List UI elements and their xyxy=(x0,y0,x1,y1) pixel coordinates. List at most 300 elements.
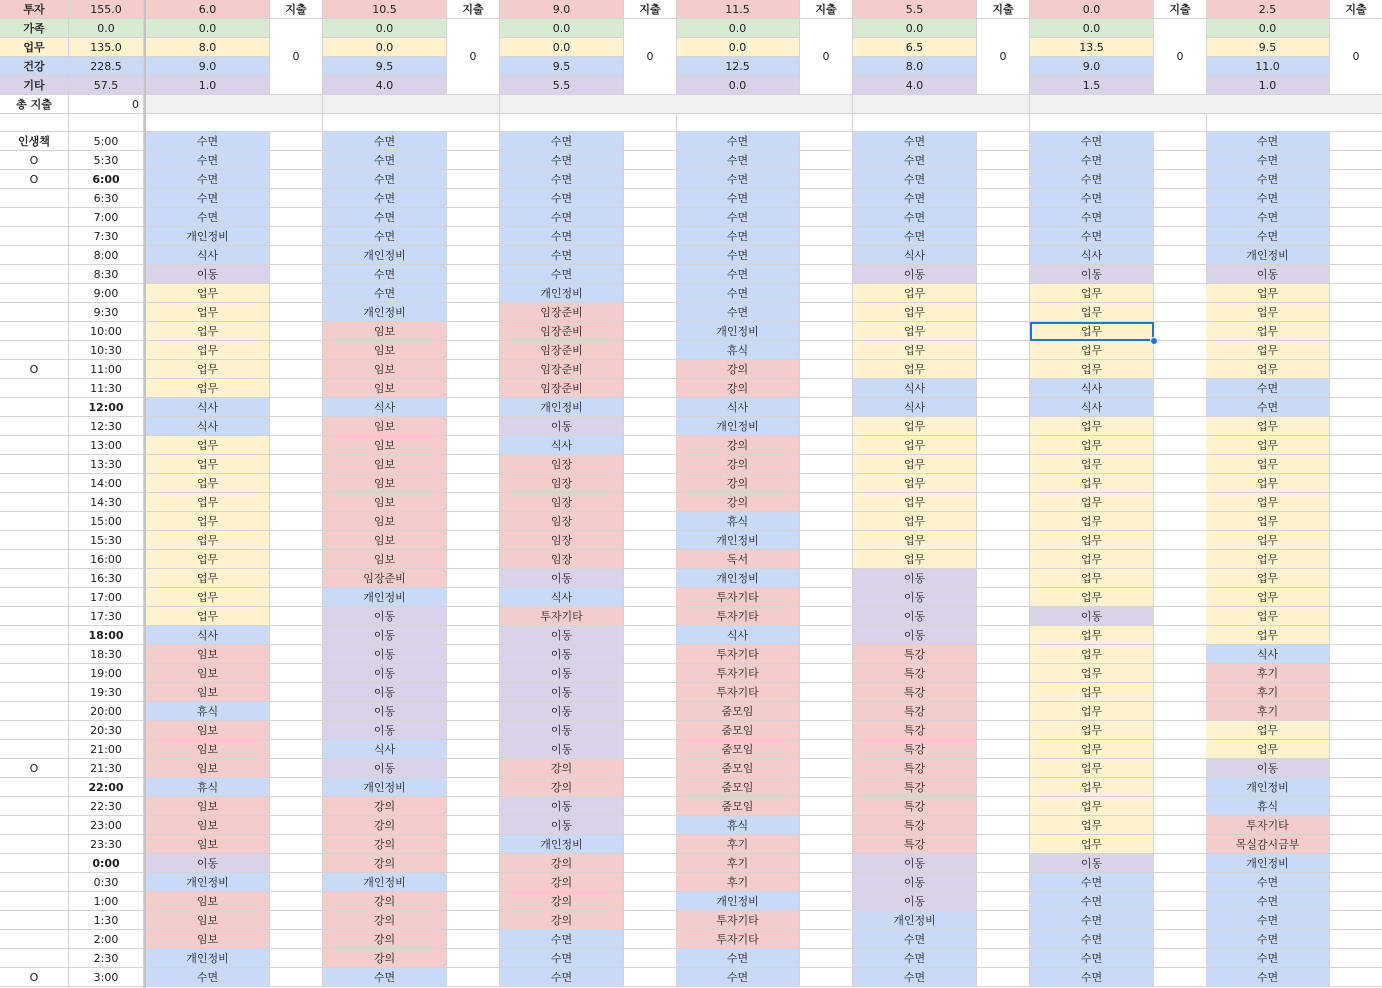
expense-cell[interactable] xyxy=(270,607,323,626)
expense-cell[interactable] xyxy=(270,455,323,474)
expense-cell[interactable] xyxy=(1154,550,1207,569)
expense-cell[interactable] xyxy=(624,740,677,759)
activity-cell[interactable]: 수면 xyxy=(853,151,977,170)
blank-cell[interactable] xyxy=(676,95,853,114)
expense-cell[interactable] xyxy=(977,816,1030,835)
expense-cell[interactable] xyxy=(270,550,323,569)
activity-cell[interactable]: 임보 xyxy=(323,531,447,550)
expense-cell[interactable] xyxy=(1330,721,1382,740)
expense-cell[interactable] xyxy=(447,892,500,911)
activity-cell[interactable]: 수면 xyxy=(676,284,800,303)
expense-cell[interactable] xyxy=(1330,493,1382,512)
expense-cell[interactable] xyxy=(800,265,853,284)
activity-cell[interactable]: 후기 xyxy=(676,873,800,892)
expense-cell[interactable] xyxy=(624,512,677,531)
expense-cell[interactable] xyxy=(447,550,500,569)
activity-cell[interactable]: 업무 xyxy=(146,607,270,626)
activity-cell[interactable]: 휴식 xyxy=(146,778,270,797)
activity-cell[interactable]: 업무 xyxy=(146,322,270,341)
expense-cell[interactable] xyxy=(977,455,1030,474)
expense-cell[interactable] xyxy=(800,170,853,189)
activity-cell[interactable]: 개인정비 xyxy=(1206,246,1330,265)
day-category-value[interactable]: 4.0 xyxy=(853,76,977,95)
expense-cell[interactable] xyxy=(800,645,853,664)
check-mark[interactable]: O xyxy=(0,360,69,379)
activity-cell[interactable]: 이동 xyxy=(500,626,624,645)
expense-cell[interactable] xyxy=(447,474,500,493)
expense-cell[interactable] xyxy=(1154,778,1207,797)
expense-cell[interactable] xyxy=(624,854,677,873)
activity-cell[interactable]: 업무 xyxy=(1206,455,1330,474)
expense-cell[interactable] xyxy=(270,854,323,873)
expense-cell[interactable] xyxy=(447,398,500,417)
activity-cell[interactable]: 임장 xyxy=(500,512,624,531)
expense-cell[interactable] xyxy=(447,835,500,854)
expense-cell[interactable] xyxy=(1330,284,1382,303)
activity-cell[interactable]: 식사 xyxy=(500,588,624,607)
activity-cell[interactable]: 휴식 xyxy=(146,702,270,721)
activity-cell[interactable]: 임보 xyxy=(323,322,447,341)
expense-cell[interactable] xyxy=(1154,740,1207,759)
activity-cell[interactable]: 수면 xyxy=(500,208,624,227)
activity-cell[interactable]: 이동 xyxy=(323,607,447,626)
activity-cell[interactable]: 업무 xyxy=(146,531,270,550)
expense-cell[interactable] xyxy=(624,417,677,436)
expense-cell[interactable] xyxy=(1154,626,1207,645)
blank-cell[interactable] xyxy=(0,740,69,759)
expense-cell[interactable] xyxy=(447,417,500,436)
expense-header[interactable]: 지출 xyxy=(800,0,853,19)
expense-cell[interactable] xyxy=(624,702,677,721)
expense-cell[interactable] xyxy=(447,702,500,721)
expense-cell[interactable] xyxy=(1154,170,1207,189)
blank-cell[interactable] xyxy=(146,114,323,132)
activity-cell[interactable]: 수면 xyxy=(500,265,624,284)
expense-cell[interactable] xyxy=(800,246,853,265)
expense-cell[interactable] xyxy=(624,227,677,246)
expense-cell[interactable] xyxy=(1330,436,1382,455)
activity-cell[interactable]: 업무 xyxy=(1206,474,1330,493)
activity-cell[interactable]: 업무 xyxy=(1030,778,1154,797)
activity-cell[interactable]: 투자기타 xyxy=(676,683,800,702)
expense-cell[interactable] xyxy=(800,968,853,987)
expense-cell[interactable] xyxy=(270,873,323,892)
expense-cell[interactable] xyxy=(624,778,677,797)
expense-cell[interactable] xyxy=(1330,189,1382,208)
day-category-value[interactable]: 1.5 xyxy=(1030,76,1154,95)
blank-cell[interactable] xyxy=(0,265,69,284)
expense-cell[interactable] xyxy=(1330,474,1382,493)
activity-cell[interactable]: 개인정비 xyxy=(676,531,800,550)
activity-cell[interactable]: 업무 xyxy=(146,550,270,569)
activity-cell[interactable]: 수면 xyxy=(1206,379,1330,398)
blank-cell[interactable] xyxy=(1206,114,1382,132)
activity-cell[interactable]: 이동 xyxy=(853,892,977,911)
expense-cell[interactable] xyxy=(447,265,500,284)
expense-cell[interactable] xyxy=(977,531,1030,550)
expense-cell[interactable] xyxy=(1330,759,1382,778)
expense-cell[interactable] xyxy=(270,132,323,151)
expense-cell[interactable] xyxy=(800,740,853,759)
expense-cell[interactable] xyxy=(447,379,500,398)
expense-cell[interactable] xyxy=(447,170,500,189)
check-mark[interactable]: O xyxy=(0,151,69,170)
activity-cell[interactable]: 수면 xyxy=(323,170,447,189)
blank-cell[interactable] xyxy=(1030,95,1207,114)
expense-cell[interactable] xyxy=(624,911,677,930)
day-category-value[interactable]: 0.0 xyxy=(1206,19,1330,38)
activity-cell[interactable]: 강의 xyxy=(323,854,447,873)
activity-cell[interactable]: 투자기타 xyxy=(676,645,800,664)
expense-cell[interactable] xyxy=(270,360,323,379)
expense-cell[interactable] xyxy=(1154,911,1207,930)
blank-cell[interactable] xyxy=(0,892,69,911)
activity-cell[interactable]: 임보 xyxy=(146,664,270,683)
activity-cell[interactable]: 업무 xyxy=(1030,664,1154,683)
activity-cell[interactable]: 업무 xyxy=(146,360,270,379)
activity-cell[interactable]: 이동 xyxy=(1030,607,1154,626)
activity-cell[interactable]: 업무 xyxy=(1030,797,1154,816)
day-category-value[interactable]: 11.5 xyxy=(676,0,800,19)
expense-cell[interactable] xyxy=(270,265,323,284)
activity-cell[interactable]: 수면 xyxy=(1030,189,1154,208)
activity-cell[interactable]: 업무 xyxy=(146,569,270,588)
expense-value[interactable]: 0 xyxy=(800,19,853,95)
day-category-value[interactable]: 6.0 xyxy=(146,0,270,19)
expense-cell[interactable] xyxy=(1154,531,1207,550)
activity-cell[interactable]: 수면 xyxy=(1030,151,1154,170)
expense-cell[interactable] xyxy=(447,246,500,265)
blank-cell[interactable] xyxy=(0,569,69,588)
activity-cell[interactable]: 이동 xyxy=(500,569,624,588)
expense-cell[interactable] xyxy=(624,208,677,227)
expense-cell[interactable] xyxy=(270,816,323,835)
expense-cell[interactable] xyxy=(977,512,1030,531)
activity-cell[interactable]: 수면 xyxy=(853,930,977,949)
expense-cell[interactable] xyxy=(977,360,1030,379)
activity-cell[interactable]: 후기 xyxy=(676,854,800,873)
expense-cell[interactable] xyxy=(1154,588,1207,607)
activity-cell[interactable]: 식사 xyxy=(853,398,977,417)
expense-cell[interactable] xyxy=(1154,816,1207,835)
expense-cell[interactable] xyxy=(624,151,677,170)
expense-cell[interactable] xyxy=(270,436,323,455)
category-total[interactable]: 0.0 xyxy=(69,19,144,38)
activity-cell[interactable]: 업무 xyxy=(853,474,977,493)
activity-cell[interactable]: 이동 xyxy=(146,854,270,873)
day-category-value[interactable]: 9.5 xyxy=(500,57,624,76)
activity-cell[interactable]: 특강 xyxy=(853,664,977,683)
blank-cell[interactable] xyxy=(0,721,69,740)
expense-value[interactable]: 0 xyxy=(1154,19,1207,95)
activity-cell[interactable]: 이동 xyxy=(500,702,624,721)
expense-cell[interactable] xyxy=(447,816,500,835)
blank-cell[interactable] xyxy=(0,797,69,816)
activity-cell[interactable]: 강의 xyxy=(500,892,624,911)
activity-cell[interactable]: 임보 xyxy=(323,436,447,455)
activity-cell[interactable]: 줌모임 xyxy=(676,759,800,778)
activity-cell[interactable]: 식사 xyxy=(1206,645,1330,664)
activity-cell[interactable]: 개인정비 xyxy=(676,892,800,911)
activity-cell[interactable]: 수면 xyxy=(500,246,624,265)
activity-cell[interactable]: 업무 xyxy=(853,550,977,569)
blank-cell[interactable] xyxy=(0,683,69,702)
expense-cell[interactable] xyxy=(1154,854,1207,873)
activity-cell[interactable]: 업무 xyxy=(1030,569,1154,588)
expense-cell[interactable] xyxy=(1154,474,1207,493)
blank-cell[interactable] xyxy=(500,114,677,132)
expense-cell[interactable] xyxy=(270,797,323,816)
activity-cell[interactable]: 강의 xyxy=(500,911,624,930)
expense-cell[interactable] xyxy=(800,227,853,246)
expense-cell[interactable] xyxy=(977,493,1030,512)
expense-cell[interactable] xyxy=(800,778,853,797)
activity-cell[interactable]: 업무 xyxy=(1206,493,1330,512)
activity-cell[interactable]: 업무 xyxy=(1030,550,1154,569)
expense-cell[interactable] xyxy=(1330,588,1382,607)
expense-cell[interactable] xyxy=(800,436,853,455)
expense-cell[interactable] xyxy=(624,379,677,398)
activity-cell[interactable]: 업무 xyxy=(1206,588,1330,607)
blank-cell[interactable] xyxy=(69,114,144,132)
expense-cell[interactable] xyxy=(800,835,853,854)
activity-cell[interactable]: 업무 xyxy=(1206,322,1330,341)
activity-cell[interactable]: 업무 xyxy=(1206,512,1330,531)
expense-cell[interactable] xyxy=(1154,607,1207,626)
expense-cell[interactable] xyxy=(624,284,677,303)
blank-cell[interactable] xyxy=(0,607,69,626)
expense-cell[interactable] xyxy=(1154,379,1207,398)
expense-cell[interactable] xyxy=(1330,683,1382,702)
expense-cell[interactable] xyxy=(447,949,500,968)
activity-cell[interactable]: 업무 xyxy=(853,341,977,360)
expense-cell[interactable] xyxy=(1330,227,1382,246)
expense-cell[interactable] xyxy=(1154,721,1207,740)
activity-cell[interactable]: 식사 xyxy=(1030,379,1154,398)
activity-cell[interactable]: 업무 xyxy=(1030,721,1154,740)
expense-cell[interactable] xyxy=(1154,151,1207,170)
activity-cell[interactable]: 식사 xyxy=(323,398,447,417)
activity-cell[interactable]: 특강 xyxy=(853,816,977,835)
activity-cell[interactable]: 특강 xyxy=(853,645,977,664)
activity-cell[interactable]: 개인정비 xyxy=(1206,854,1330,873)
expense-cell[interactable] xyxy=(447,132,500,151)
activity-cell[interactable]: 수면 xyxy=(1030,873,1154,892)
activity-cell[interactable]: 임장준비 xyxy=(323,569,447,588)
expense-cell[interactable] xyxy=(977,436,1030,455)
activity-cell[interactable]: 수면 xyxy=(1206,968,1330,987)
expense-cell[interactable] xyxy=(1154,265,1207,284)
activity-cell[interactable]: 임보 xyxy=(323,360,447,379)
activity-cell[interactable]: 업무 xyxy=(1206,303,1330,322)
expense-cell[interactable] xyxy=(800,284,853,303)
activity-cell[interactable]: 수면 xyxy=(323,151,447,170)
activity-cell[interactable]: 이동 xyxy=(500,664,624,683)
expense-cell[interactable] xyxy=(1154,797,1207,816)
activity-cell[interactable]: 임장 xyxy=(500,531,624,550)
expense-cell[interactable] xyxy=(1154,892,1207,911)
activity-cell[interactable]: 업무 xyxy=(853,303,977,322)
activity-cell[interactable]: 업무 xyxy=(146,512,270,531)
activity-cell[interactable]: 수면 xyxy=(676,227,800,246)
activity-cell[interactable]: 업무 xyxy=(1206,569,1330,588)
expense-cell[interactable] xyxy=(800,949,853,968)
activity-cell[interactable]: 수면 xyxy=(146,189,270,208)
day-category-value[interactable]: 11.0 xyxy=(1206,57,1330,76)
expense-cell[interactable] xyxy=(624,303,677,322)
expense-cell[interactable] xyxy=(1154,322,1207,341)
expense-cell[interactable] xyxy=(800,379,853,398)
expense-cell[interactable] xyxy=(1330,132,1382,151)
expense-header[interactable]: 지출 xyxy=(447,0,500,19)
activity-cell[interactable]: 휴식 xyxy=(676,341,800,360)
activity-cell[interactable]: 이동 xyxy=(500,797,624,816)
blank-cell[interactable] xyxy=(0,949,69,968)
expense-cell[interactable] xyxy=(624,436,677,455)
activity-cell[interactable]: 수면 xyxy=(676,246,800,265)
expense-cell[interactable] xyxy=(1154,284,1207,303)
activity-cell[interactable]: 이동 xyxy=(853,588,977,607)
activity-cell[interactable]: 개인정비 xyxy=(323,246,447,265)
blank-cell[interactable] xyxy=(0,531,69,550)
activity-cell[interactable]: 강의 xyxy=(676,379,800,398)
blank-cell[interactable] xyxy=(0,702,69,721)
fill-handle[interactable] xyxy=(1150,337,1158,345)
activity-cell[interactable]: 수면 xyxy=(676,170,800,189)
activity-cell[interactable]: 업무 xyxy=(1030,835,1154,854)
activity-cell[interactable]: 이동 xyxy=(853,873,977,892)
day-category-value[interactable]: 9.5 xyxy=(323,57,447,76)
expense-cell[interactable] xyxy=(977,303,1030,322)
expense-cell[interactable] xyxy=(800,588,853,607)
activity-cell[interactable]: 수면 xyxy=(323,132,447,151)
activity-cell[interactable]: 업무 xyxy=(1030,284,1154,303)
expense-cell[interactable] xyxy=(977,835,1030,854)
activity-cell[interactable]: 임보 xyxy=(146,759,270,778)
blank-cell[interactable] xyxy=(0,398,69,417)
activity-cell[interactable]: 수면 xyxy=(676,151,800,170)
expense-cell[interactable] xyxy=(1154,436,1207,455)
total-expense-label[interactable]: 총 지출 xyxy=(0,95,69,114)
expense-cell[interactable] xyxy=(1330,170,1382,189)
activity-cell[interactable]: 식사 xyxy=(323,740,447,759)
day-category-value[interactable]: 1.0 xyxy=(1206,76,1330,95)
activity-cell[interactable]: 수면 xyxy=(323,227,447,246)
expense-cell[interactable] xyxy=(1330,512,1382,531)
day-category-value[interactable]: 10.5 xyxy=(323,0,447,19)
activity-cell[interactable]: 이동 xyxy=(323,721,447,740)
expense-cell[interactable] xyxy=(977,474,1030,493)
expense-cell[interactable] xyxy=(977,873,1030,892)
expense-cell[interactable] xyxy=(1154,398,1207,417)
expense-cell[interactable] xyxy=(800,531,853,550)
activity-cell[interactable]: 업무 xyxy=(853,512,977,531)
expense-cell[interactable] xyxy=(1330,911,1382,930)
activity-cell[interactable]: 임보 xyxy=(146,911,270,930)
activity-cell[interactable]: 수면 xyxy=(146,170,270,189)
expense-cell[interactable] xyxy=(1154,360,1207,379)
activity-cell[interactable]: 수면 xyxy=(323,968,447,987)
activity-cell[interactable]: 이동 xyxy=(853,854,977,873)
category-label[interactable]: 기타 xyxy=(0,76,69,95)
expense-cell[interactable] xyxy=(1330,702,1382,721)
activity-cell[interactable]: 업무 xyxy=(146,379,270,398)
activity-cell[interactable]: 수면 xyxy=(500,189,624,208)
activity-cell[interactable]: 이동 xyxy=(323,664,447,683)
expense-cell[interactable] xyxy=(447,911,500,930)
activity-cell[interactable]: 업무 xyxy=(146,474,270,493)
activity-cell[interactable]: 이동 xyxy=(323,645,447,664)
expense-cell[interactable] xyxy=(447,664,500,683)
expense-cell[interactable] xyxy=(1154,645,1207,664)
expense-cell[interactable] xyxy=(270,170,323,189)
expense-cell[interactable] xyxy=(270,664,323,683)
activity-cell[interactable]: 수면 xyxy=(1206,132,1330,151)
expense-cell[interactable] xyxy=(624,626,677,645)
activity-cell[interactable]: 수면 xyxy=(323,284,447,303)
activity-cell[interactable]: 강의 xyxy=(323,949,447,968)
expense-cell[interactable] xyxy=(270,626,323,645)
activity-cell[interactable]: 투자기타 xyxy=(676,607,800,626)
expense-cell[interactable] xyxy=(270,189,323,208)
activity-cell[interactable]: 임보 xyxy=(146,683,270,702)
expense-cell[interactable] xyxy=(1154,683,1207,702)
category-total[interactable]: 57.5 xyxy=(69,76,144,95)
expense-cell[interactable] xyxy=(447,360,500,379)
expense-cell[interactable] xyxy=(977,683,1030,702)
expense-cell[interactable] xyxy=(800,664,853,683)
blank-cell[interactable] xyxy=(853,95,1030,114)
activity-cell[interactable]: 강의 xyxy=(500,873,624,892)
expense-cell[interactable] xyxy=(800,759,853,778)
activity-cell[interactable]: 특강 xyxy=(853,778,977,797)
expense-cell[interactable] xyxy=(977,797,1030,816)
activity-cell[interactable]: 임보 xyxy=(146,797,270,816)
activity-cell[interactable]: 업무 xyxy=(1206,360,1330,379)
expense-cell[interactable] xyxy=(1330,626,1382,645)
blank-cell[interactable] xyxy=(500,95,677,114)
day-category-value[interactable]: 5.5 xyxy=(853,0,977,19)
activity-cell[interactable]: 업무 xyxy=(146,436,270,455)
activity-cell[interactable]: 수면 xyxy=(1206,873,1330,892)
activity-cell[interactable]: 특강 xyxy=(853,702,977,721)
expense-cell[interactable] xyxy=(977,968,1030,987)
expense-cell[interactable] xyxy=(1330,854,1382,873)
blank-cell[interactable] xyxy=(323,114,500,132)
activity-cell[interactable]: 이동 xyxy=(500,816,624,835)
activity-cell[interactable]: 이동 xyxy=(1206,759,1330,778)
activity-cell[interactable]: 임보 xyxy=(146,721,270,740)
expense-cell[interactable] xyxy=(270,683,323,702)
activity-cell[interactable]: 수면 xyxy=(1206,189,1330,208)
activity-cell[interactable]: 투자기타 xyxy=(676,911,800,930)
activity-cell[interactable]: 이동 xyxy=(146,265,270,284)
activity-cell[interactable]: 식사 xyxy=(146,626,270,645)
activity-cell[interactable]: 수면 xyxy=(500,930,624,949)
day-category-value[interactable]: 0.0 xyxy=(500,38,624,57)
expense-cell[interactable] xyxy=(447,797,500,816)
activity-cell[interactable]: 수면 xyxy=(676,208,800,227)
activity-cell[interactable]: 수면 xyxy=(500,170,624,189)
expense-cell[interactable] xyxy=(1154,132,1207,151)
activity-cell[interactable]: 수면 xyxy=(1206,227,1330,246)
activity-cell[interactable]: 이동 xyxy=(323,626,447,645)
activity-cell[interactable]: 개인정비 xyxy=(676,322,800,341)
activity-cell[interactable]: 강의 xyxy=(323,930,447,949)
expense-cell[interactable] xyxy=(1330,645,1382,664)
day-category-value[interactable]: 9.0 xyxy=(146,57,270,76)
expense-cell[interactable] xyxy=(1154,512,1207,531)
